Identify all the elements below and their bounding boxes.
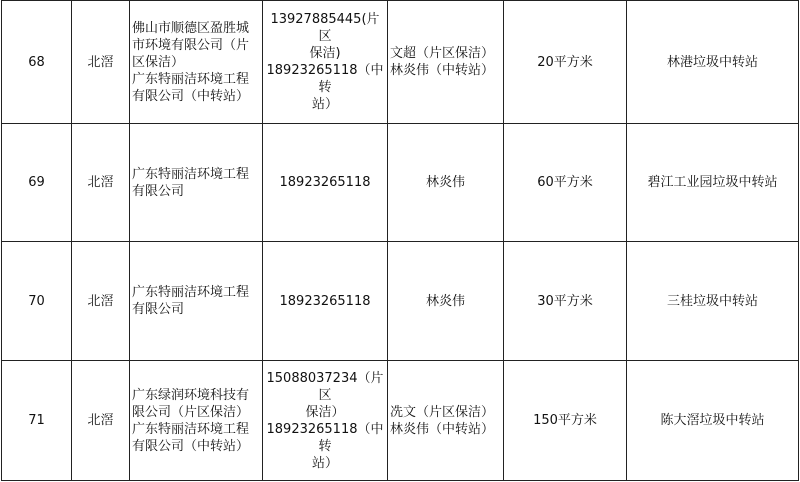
- town-cell: 北滘: [72, 361, 130, 481]
- town-cell: 北滘: [72, 1, 130, 124]
- row-number: 69: [2, 124, 72, 242]
- row-number: 71: [2, 361, 72, 481]
- phone-text: 13927885445(片区 保洁) 18923265118（中转 站）: [266, 12, 384, 112]
- company-text: 广东特丽洁环境工程 有限公司: [132, 285, 250, 317]
- station-cell: 三桂垃圾中转站: [627, 242, 799, 361]
- company-cell: [130, 361, 263, 481]
- row-number: 68: [2, 1, 72, 124]
- area-cell: 150平方米: [504, 361, 627, 481]
- company-cell: [130, 1, 263, 124]
- area-cell: 20平方米: [504, 1, 627, 124]
- company-cell: [130, 242, 263, 361]
- transfer-station-table: [1, 0, 799, 481]
- table-row: [2, 124, 799, 242]
- town-cell: 北滘: [72, 124, 130, 242]
- phone-text: 15088037234（片区 保洁） 18923265118（中转 站）: [266, 370, 384, 471]
- area-cell: 60平方米: [504, 124, 627, 242]
- table-row: [2, 1, 799, 124]
- table-row: [2, 242, 799, 361]
- contact-cell: [388, 1, 504, 124]
- contact-cell: 林炎伟: [388, 242, 504, 361]
- contact-text: 冼文（片区保洁） 林炎伟（中转站）: [390, 404, 495, 437]
- area-cell: 30平方米: [504, 242, 627, 361]
- town-cell: 北滘: [72, 242, 130, 361]
- company-text: 广东绿润环境科技有 限公司（片区保洁） 广东特丽洁环境工程 有限公司（中转站）: [132, 387, 250, 454]
- station-cell: 碧江工业园垃圾中转站: [627, 124, 799, 242]
- row-number: 70: [2, 242, 72, 361]
- station-cell: 林港垃圾中转站: [627, 1, 799, 124]
- phone-cell: [263, 1, 388, 124]
- station-cell: 陈大滘垃圾中转站: [627, 361, 799, 481]
- company-text: 佛山市顺德区盈胜城 市环境有限公司（片 区保洁） 广东特丽洁环境工程 有限公司（中转站）: [132, 20, 250, 104]
- phone-cell: 18923265118: [263, 242, 388, 361]
- table-row: [2, 361, 799, 481]
- company-cell: [130, 124, 263, 242]
- contact-text: 文超（片区保洁） 林炎伟（中转站）: [390, 46, 495, 78]
- company-text: 广东特丽洁环境工程 有限公司: [132, 166, 250, 199]
- phone-cell: [263, 361, 388, 481]
- contact-cell: 林炎伟: [388, 124, 504, 242]
- phone-cell: 18923265118: [263, 124, 388, 242]
- contact-cell: [388, 361, 504, 481]
